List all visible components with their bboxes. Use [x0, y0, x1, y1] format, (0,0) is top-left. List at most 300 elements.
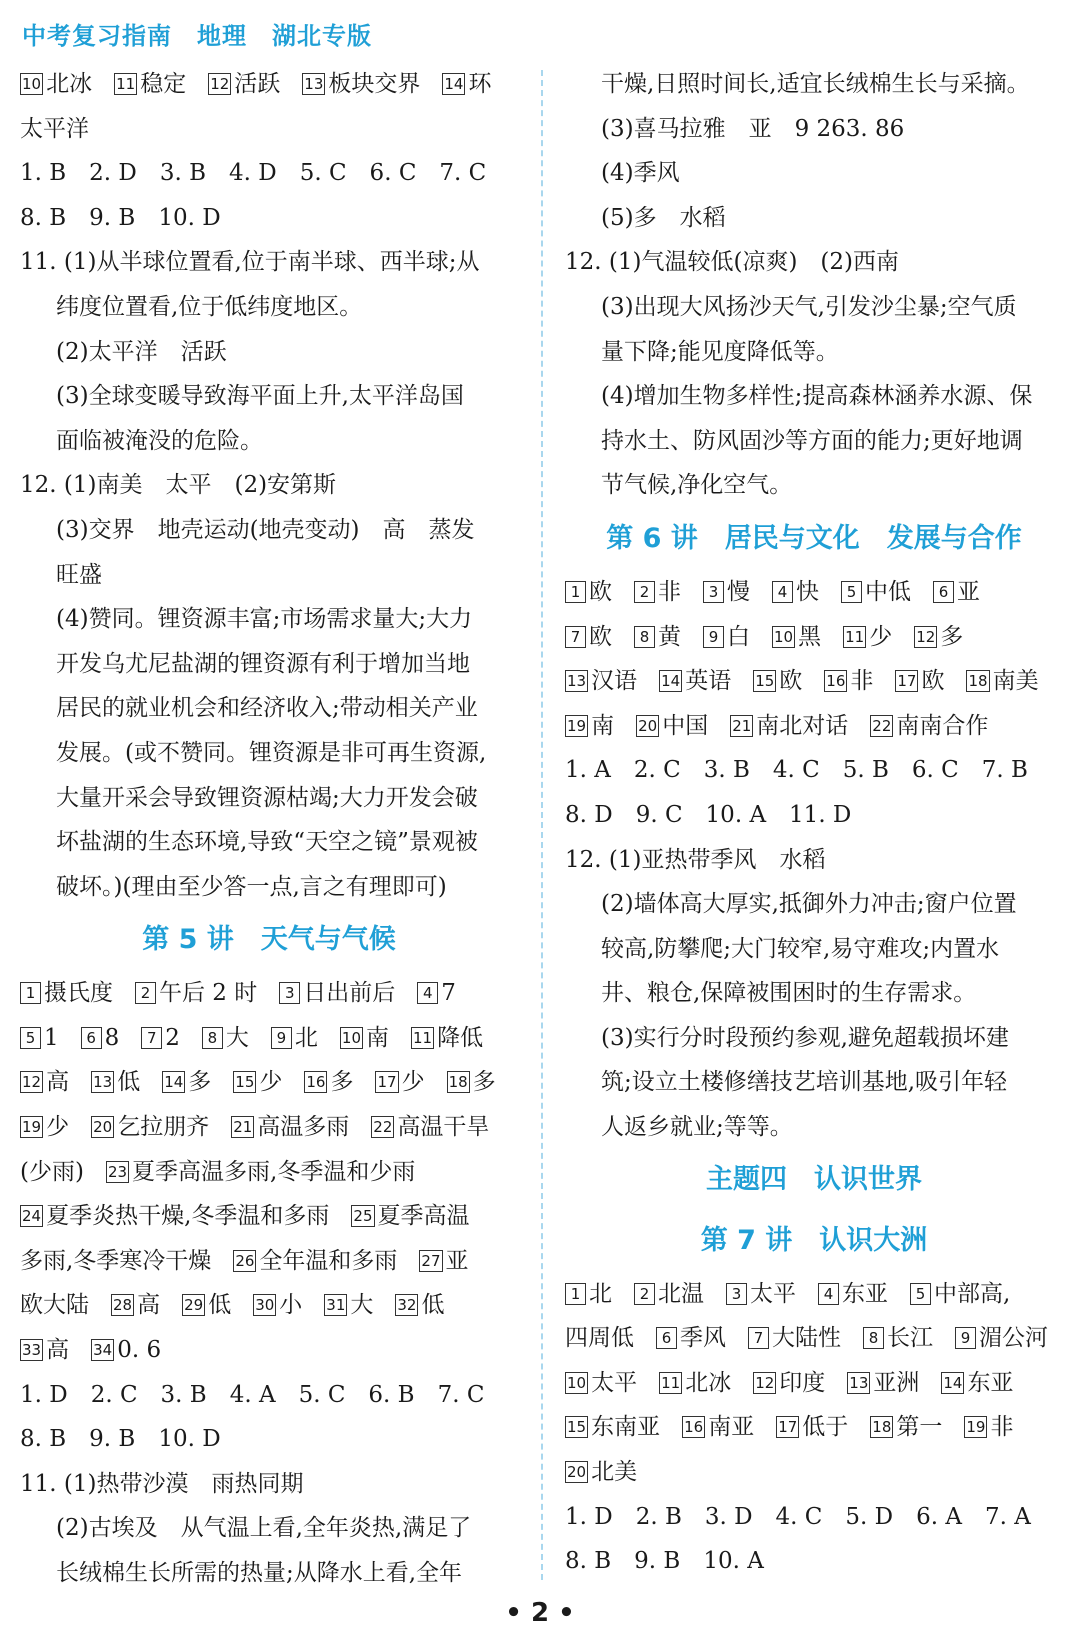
answer-item — [20, 1203, 329, 1229]
section-heading: 第 6 讲 居民与文化 发展与合作 — [606, 522, 1022, 554]
blank-number-box: 10 — [567, 1373, 587, 1392]
answer-text: 黄 — [658, 623, 681, 650]
blank-number-box: 19 — [966, 1418, 986, 1437]
answer-line: 11. (1)热带沙漠 雨热同期 — [20, 1470, 304, 1497]
answer-item — [895, 668, 944, 694]
blank-number-box: 6 — [656, 1327, 677, 1349]
answer-line: 开发乌尤尼盐湖的锂资源有利于增加当地 — [56, 650, 470, 677]
answer-text: 南 — [366, 1024, 390, 1051]
answer-line: 持水土、防风固沙等方面的能力;更好地调 — [601, 427, 1023, 454]
blank-number-box: 30 — [255, 1296, 275, 1315]
answer-text: 0. 6 — [117, 1337, 162, 1364]
blank-number-box: 3 — [279, 982, 300, 1004]
answer-text: 东亚 — [967, 1369, 1014, 1396]
blank-number-box: 13 — [304, 75, 324, 93]
answer-text: 南 — [591, 712, 615, 739]
answer-text: 多 — [940, 623, 964, 650]
answer-item — [135, 980, 257, 1006]
answer-text: 少 — [869, 623, 893, 650]
left-column — [20, 62, 518, 1596]
answer-text: 7 — [441, 980, 456, 1007]
answer-line: 旺盛 — [56, 561, 102, 588]
answer-line: 1. D 2. B 3. D 4. C 5. D 6. A 7. A — [565, 1503, 1031, 1530]
answer-text: 大陆性 — [772, 1325, 841, 1352]
answer-item — [565, 624, 612, 650]
answer-item — [964, 1414, 1013, 1440]
answer-item — [955, 1325, 1048, 1351]
answer-text: 东亚 — [842, 1280, 888, 1307]
blank-number-box: 16 — [684, 1418, 704, 1437]
answer-item — [162, 1069, 211, 1095]
answer-text: 高 — [46, 1069, 70, 1096]
answer-line — [20, 1105, 518, 1150]
answer-item — [914, 624, 963, 650]
answer-item — [933, 579, 980, 605]
answer-line: 1. B 2. D 3. B 4. D 5. C 6. C 7. C — [20, 160, 487, 187]
answer-text: 少 — [401, 1069, 425, 1096]
answer-text: 夏季高温多雨,冬季温和少雨 — [132, 1158, 416, 1185]
answer-text: 摄氏度 — [44, 980, 113, 1007]
answer-text: 夏季高温 — [377, 1203, 470, 1230]
answer-line — [565, 1450, 1063, 1495]
answer-text: 印度 — [779, 1369, 826, 1396]
blank-number-box: 13 — [849, 1373, 869, 1392]
answer-item — [20, 1248, 211, 1274]
blank-number-box: 24 — [22, 1207, 42, 1226]
answer-line — [565, 1272, 1063, 1317]
answer-item — [114, 71, 186, 97]
answer-item — [863, 1325, 933, 1351]
answer-line: (4)季风 — [601, 160, 680, 187]
answer-line: 坏盐湖的生态环境,导致“天空之镜”景观被 — [56, 829, 478, 856]
blank-number-box: 17 — [778, 1418, 798, 1437]
answer-text: 板块交界 — [328, 71, 421, 97]
blank-number-box: 12 — [22, 1073, 42, 1092]
answer-item — [730, 713, 848, 739]
answer-line: (2)古埃及 从气温上看,全年炎热,满足了 — [56, 1515, 472, 1542]
answer-line: (3)出现大风扬沙天气,引发沙尘暴;空气质 — [601, 293, 1017, 320]
answer-text: 汉语 — [591, 668, 638, 695]
blank-number-box: 10 — [22, 75, 42, 93]
answer-item — [417, 980, 456, 1006]
blank-number-box: 5 — [20, 1027, 41, 1049]
answer-line — [20, 62, 518, 107]
answer-text: 中国 — [662, 712, 709, 739]
answer-item — [748, 1325, 841, 1351]
answer-line: (4)增加生物多样性;提高森林涵养水源、保 — [601, 383, 1033, 410]
blank-number-box: 1 — [20, 982, 41, 1004]
answer-text: 四周低 — [565, 1325, 634, 1352]
answer-line — [20, 1150, 518, 1195]
answer-item — [375, 1069, 424, 1095]
answer-text: 湄公河 — [979, 1325, 1048, 1352]
answer-text: 夏季炎热干燥,冬季温和多雨 — [46, 1203, 330, 1230]
answer-text: 高温干旱 — [397, 1114, 490, 1141]
answer-item — [231, 1114, 349, 1140]
blank-number-box: 1 — [565, 1283, 586, 1305]
right-column — [565, 62, 1063, 1584]
answer-item — [233, 1248, 397, 1274]
answer-text: 1 — [44, 1024, 59, 1051]
answer-text: 欧 — [589, 623, 612, 650]
answer-text: 黑 — [798, 623, 822, 650]
answer-text: 日出前后 — [303, 980, 396, 1007]
answer-item — [870, 1414, 942, 1440]
answer-text: 中低 — [865, 578, 911, 605]
answer-text: 北美 — [591, 1459, 638, 1486]
answer-text: 多 — [330, 1069, 354, 1096]
answer-line — [565, 1405, 1063, 1450]
answer-text: 亚洲 — [873, 1369, 920, 1396]
answer-text: 欧 — [589, 578, 612, 605]
blank-number-box: 31 — [326, 1296, 346, 1315]
answer-line: 8. B 9. B 10. D — [20, 204, 221, 231]
blank-number-box: 26 — [235, 1251, 255, 1270]
blank-number-box: 6 — [81, 1027, 102, 1049]
blank-number-box: 8 — [863, 1327, 884, 1349]
column-divider — [541, 70, 543, 1580]
answer-text: 南美 — [992, 668, 1039, 695]
answer-text: 2 — [165, 1024, 180, 1051]
answer-item — [208, 71, 280, 97]
page-number: • 2 • — [505, 1598, 575, 1628]
answer-item — [419, 1248, 468, 1274]
answer-item — [772, 624, 821, 650]
answer-line: 较高,防攀爬;大门较窄,易守难攻;内置水 — [601, 935, 1000, 962]
answer-item — [20, 1292, 89, 1318]
answer-text: 季风 — [680, 1325, 726, 1352]
blank-number-box: 21 — [732, 716, 752, 735]
answer-text: 低 — [208, 1292, 232, 1319]
answer-line: 1. A 2. C 3. B 4. C 5. B 6. C 7. B — [565, 757, 1028, 784]
answer-text: 白 — [727, 623, 750, 650]
answer-text: 多 — [472, 1069, 496, 1096]
answer-text: 8 — [104, 1024, 120, 1051]
blank-number-box: 2 — [135, 982, 156, 1004]
answer-item — [411, 1025, 483, 1051]
blank-number-box: 16 — [306, 1073, 326, 1092]
answer-line: 干燥,日照时间长,适宜长绒棉生长与采摘。 — [601, 71, 1030, 97]
blank-number-box: 21 — [233, 1118, 253, 1137]
answer-text: 低 — [117, 1069, 141, 1096]
answer-text: 环 — [468, 71, 492, 97]
answer-item — [843, 624, 892, 650]
answer-line — [20, 971, 518, 1016]
section-heading: 第 5 讲 天气与气候 — [142, 924, 396, 956]
answer-item — [870, 713, 988, 739]
answer-item — [324, 1292, 373, 1318]
blank-number-box: 22 — [373, 1118, 393, 1137]
blank-number-box: 8 — [634, 626, 655, 648]
answer-text: 北 — [294, 1024, 318, 1051]
blank-number-box: 18 — [448, 1073, 468, 1092]
answer-text: 亚 — [445, 1247, 469, 1274]
answer-item — [703, 579, 750, 605]
answer-text: 北 — [589, 1280, 612, 1307]
blank-number-box: 10 — [774, 627, 794, 646]
blank-number-box: 10 — [341, 1028, 362, 1047]
blank-number-box: 8 — [202, 1027, 223, 1049]
answer-item — [351, 1203, 469, 1229]
answer-line: 人返乡就业;等等。 — [601, 1114, 793, 1141]
answer-text: 英语 — [685, 668, 732, 695]
answer-line — [565, 615, 1063, 660]
answer-line — [20, 1328, 518, 1373]
answer-item — [20, 1159, 84, 1185]
answer-line: 量下降;能见度降低等。 — [601, 338, 839, 365]
answer-text: 少 — [259, 1069, 283, 1096]
blank-number-box: 19 — [567, 716, 587, 735]
answer-item — [682, 1414, 754, 1440]
answer-line: 11. (1)从半球位置看,位于南半球、西半球;从 — [20, 249, 480, 276]
answer-text: 小 — [279, 1292, 303, 1319]
answer-text: 南亚 — [708, 1414, 755, 1441]
answer-text: 长江 — [887, 1325, 933, 1352]
blank-number-box: 27 — [421, 1251, 441, 1270]
answer-line: 12. (1)亚热带季风 水稻 — [565, 846, 826, 873]
answer-item — [565, 1281, 612, 1307]
answer-item — [371, 1114, 489, 1140]
answer-text: 全年温和多雨 — [259, 1247, 398, 1274]
answer-text: 南南合作 — [896, 712, 989, 739]
blank-number-box: 34 — [93, 1341, 113, 1360]
answer-line: 12. (1)气温较低(凉爽) (2)西南 — [565, 249, 899, 276]
blank-number-box: 11 — [413, 1028, 433, 1047]
answer-item — [659, 1370, 731, 1396]
answer-line: 太平洋 — [20, 115, 89, 142]
answer-item — [279, 980, 395, 1006]
blank-number-box: 15 — [755, 672, 775, 691]
answer-line — [565, 1361, 1063, 1406]
blank-number-box: 20 — [93, 1118, 113, 1137]
answer-item — [565, 1325, 634, 1351]
answer-item — [302, 71, 420, 97]
answer-item — [772, 579, 819, 605]
answer-item — [340, 1025, 389, 1051]
answer-line: 8. D 9. C 10. A 11. D — [565, 801, 852, 828]
page-header: 中考复习指南 地理 湖北专版 — [22, 22, 372, 50]
answer-text: 北温 — [658, 1280, 704, 1307]
answer-line: (2)墙体高大厚实,抵御外力冲击;窗户位置 — [601, 891, 1017, 918]
blank-number-box: 6 — [933, 581, 954, 603]
answer-line: 纬度位置看,位于低纬度地区。 — [56, 293, 363, 320]
blank-number-box: 7 — [141, 1027, 162, 1049]
answer-item — [20, 1069, 69, 1095]
answer-line — [565, 659, 1063, 704]
answer-text: 活跃 — [234, 71, 281, 97]
blank-number-box: 13 — [567, 672, 587, 691]
answer-line: 8. B 9. B 10. A — [565, 1548, 764, 1575]
section-heading: 主题四 认识世界 — [706, 1163, 922, 1195]
answer-item — [634, 624, 681, 650]
blank-number-box: 23 — [107, 1162, 128, 1181]
answer-line: (3)喜马拉雅 亚 9 263. 86 — [601, 115, 905, 142]
answer-item — [726, 1281, 796, 1307]
answer-text: 大 — [225, 1024, 249, 1051]
answer-text: (少雨) — [20, 1158, 84, 1185]
answer-text: 降低 — [437, 1024, 484, 1051]
blank-number-box: 14 — [164, 1073, 184, 1092]
answer-text: 太平 — [750, 1280, 796, 1307]
blank-number-box: 28 — [113, 1296, 133, 1315]
answer-text: 非 — [658, 578, 681, 605]
answer-line: (5)多 水稻 — [601, 204, 726, 231]
answer-text: 东南亚 — [591, 1414, 661, 1441]
answer-item — [824, 668, 873, 694]
answer-item — [81, 1025, 120, 1051]
blank-number-box: 12 — [210, 75, 230, 93]
blank-number-box: 33 — [22, 1341, 42, 1360]
blank-number-box: 7 — [565, 626, 586, 648]
answer-line — [20, 1194, 518, 1239]
blank-number-box: 2 — [634, 1283, 655, 1305]
answer-line: (4)赞同。锂资源丰富;市场需求量大;大力 — [56, 606, 473, 633]
blank-number-box: 25 — [353, 1207, 373, 1226]
blank-number-box: 3 — [703, 581, 724, 603]
answer-item — [141, 1025, 180, 1051]
answer-item — [656, 1325, 726, 1351]
answer-text: 非 — [850, 668, 874, 695]
blank-number-box: 17 — [377, 1073, 397, 1092]
answer-line — [565, 1316, 1063, 1361]
blank-number-box: 20 — [638, 716, 658, 735]
answer-item — [565, 1459, 637, 1485]
answer-item — [182, 1292, 231, 1318]
answer-item — [634, 1281, 704, 1307]
blank-number-box: 16 — [826, 672, 846, 691]
blank-number-box: 7 — [748, 1327, 769, 1349]
answer-text: 多 — [188, 1069, 212, 1096]
blank-number-box: 12 — [755, 1373, 775, 1392]
answer-item — [776, 1414, 848, 1440]
blank-number-box: 9 — [271, 1027, 292, 1049]
blank-number-box: 15 — [235, 1073, 255, 1092]
answer-item — [703, 624, 750, 650]
blank-number-box: 18 — [872, 1418, 892, 1437]
answer-item — [111, 1292, 160, 1318]
answer-text: 大 — [350, 1292, 374, 1319]
answer-item — [304, 1069, 353, 1095]
answer-line: (2)太平洋 活跃 — [56, 338, 227, 365]
answer-item — [271, 1025, 318, 1051]
answer-line — [20, 1283, 518, 1328]
section-heading: 第 7 讲 认识大洲 — [700, 1224, 928, 1256]
answer-item — [20, 980, 113, 1006]
answer-item — [395, 1292, 444, 1318]
answer-item — [91, 1114, 209, 1140]
answer-line: 大量开采会导致锂资源枯竭;大力开发会破 — [56, 784, 478, 811]
answer-text: 太平 — [591, 1369, 638, 1396]
answer-item — [659, 668, 731, 694]
answer-item — [565, 1370, 637, 1396]
answer-item — [966, 668, 1038, 694]
answer-line: 12. (1)南美 太平 (2)安第斯 — [20, 472, 337, 499]
answer-item — [91, 1337, 161, 1363]
answer-text: 乞拉朋齐 — [117, 1114, 210, 1141]
answer-text: 午后 2 时 — [159, 980, 258, 1007]
answer-item — [442, 71, 491, 97]
answer-line: 居民的就业机会和经济收入;带动相关产业 — [56, 695, 478, 722]
blank-number-box: 5 — [910, 1283, 931, 1305]
answer-text: 欧 — [779, 668, 803, 695]
answer-text: 亚 — [957, 578, 980, 605]
answer-item — [847, 1370, 919, 1396]
answer-text: 快 — [796, 578, 819, 605]
answer-text: 少 — [46, 1114, 70, 1141]
answer-item — [20, 71, 92, 97]
answer-line — [20, 1239, 518, 1284]
answer-text: 南北对话 — [756, 712, 849, 739]
blank-number-box: 5 — [841, 581, 862, 603]
blank-number-box: 17 — [897, 672, 917, 691]
blank-number-box: 1 — [565, 581, 586, 603]
answer-line — [565, 570, 1063, 615]
blank-number-box: 22 — [872, 716, 892, 735]
answer-item — [634, 579, 681, 605]
answer-line: 面临被淹没的危险。 — [56, 427, 263, 454]
blank-number-box: 4 — [818, 1283, 839, 1305]
answer-item — [447, 1069, 496, 1095]
answer-line — [20, 1016, 518, 1061]
answer-item — [233, 1069, 282, 1095]
blank-number-box: 14 — [943, 1373, 963, 1392]
answer-line: 井、粮仓,保障被围困时的生存需求。 — [601, 980, 977, 1007]
answer-line: (3)交界 地壳运动(地壳变动) 高 蒸发 — [56, 516, 475, 543]
answer-line: 1. D 2. C 3. B 4. A 5. C 6. B 7. C — [20, 1381, 485, 1408]
blank-number-box: 9 — [703, 626, 724, 648]
answer-item — [841, 579, 911, 605]
blank-number-box: 20 — [567, 1463, 587, 1482]
blank-number-box: 13 — [93, 1073, 113, 1092]
answer-line: 节气候,净化空气。 — [601, 472, 793, 499]
answer-item — [753, 668, 802, 694]
answer-item — [818, 1281, 888, 1307]
blank-number-box: 14 — [661, 672, 681, 691]
blank-number-box: 29 — [184, 1296, 204, 1315]
answer-text: 多雨,冬季寒冷干燥 — [20, 1247, 212, 1274]
blank-number-box: 4 — [417, 982, 438, 1004]
blank-number-box: 3 — [726, 1283, 747, 1305]
answer-line: 发展。(或不赞同。锂资源是非可再生资源, — [56, 739, 487, 766]
answer-text: 稳定 — [140, 71, 187, 97]
answer-text: 北冰 — [46, 71, 93, 97]
answer-text: 非 — [990, 1414, 1014, 1441]
answer-item — [910, 1281, 1010, 1307]
answer-line: 8. B 9. B 10. D — [20, 1426, 221, 1453]
blank-number-box: 12 — [916, 627, 936, 646]
answer-text: 慢 — [727, 578, 750, 605]
answer-item — [91, 1069, 140, 1095]
answer-item — [202, 1025, 249, 1051]
blank-number-box: 14 — [444, 75, 464, 93]
answer-line: (3)全球变暖导致海平面上升,太平洋岛国 — [56, 383, 464, 410]
answer-text: 低 — [421, 1292, 445, 1319]
answer-item — [20, 1114, 69, 1140]
answer-text: 低于 — [802, 1414, 849, 1441]
blank-number-box: 11 — [845, 627, 865, 646]
answer-item — [565, 668, 637, 694]
blank-number-box: 2 — [634, 581, 655, 603]
answer-item — [941, 1370, 1013, 1396]
answer-text: 欧大陆 — [20, 1292, 89, 1319]
answer-item — [636, 713, 708, 739]
answer-item — [565, 579, 612, 605]
blank-number-box: 4 — [772, 581, 793, 603]
answer-line: 筑;设立土楼修缮技艺培训基地,吸引年轻 — [601, 1069, 1008, 1096]
answer-text: 欧 — [921, 668, 945, 695]
answer-text: 高 — [137, 1292, 161, 1319]
answer-item — [20, 1025, 59, 1051]
